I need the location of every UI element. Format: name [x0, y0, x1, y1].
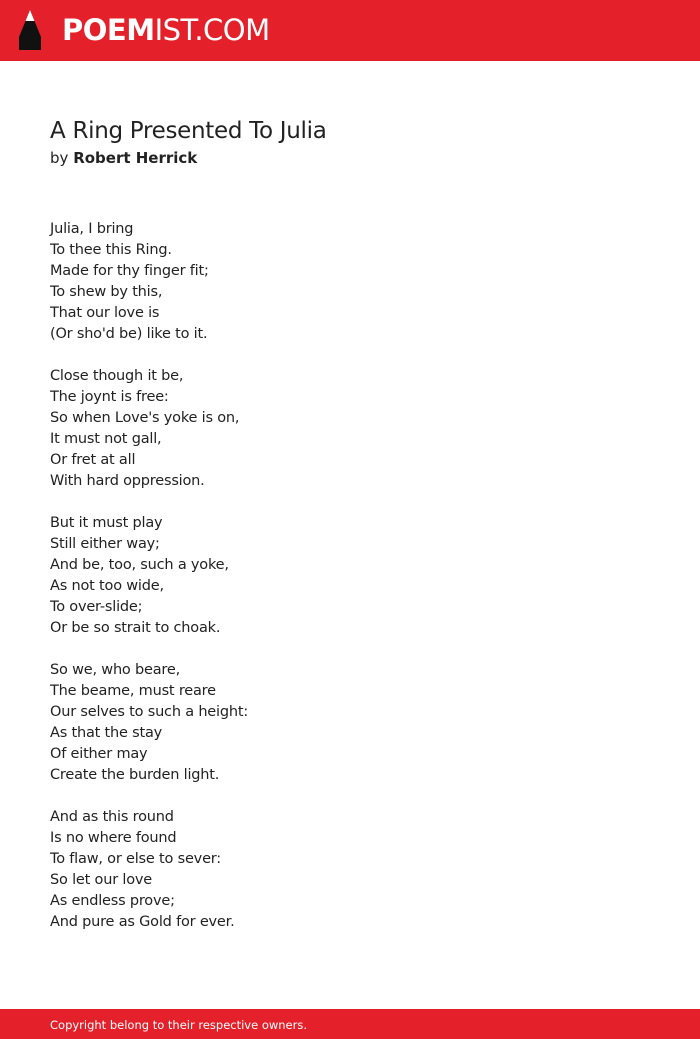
poem-line: To over-slide; [50, 599, 143, 615]
poem-line: That our love is [50, 305, 160, 321]
poem-line: Or fret at all [50, 452, 136, 468]
poem-line: It must not gall, [50, 431, 162, 447]
poem-line: (Or sho'd be) like to it. [50, 326, 208, 342]
poem-line: Still either way; [50, 536, 160, 552]
poem-line: To shew by this, [50, 284, 163, 300]
poem-line: Create the burden light. [50, 767, 220, 783]
poem-line: Of either may [50, 746, 148, 762]
poem-body [50, 219, 650, 954]
poem-line: Julia, I bring [50, 221, 134, 237]
poem-title: A Ring Presented To Julia [50, 118, 327, 144]
poem-header [50, 116, 650, 171]
poem-line: As not too wide, [50, 578, 164, 594]
poem-line: As that the stay [50, 725, 163, 741]
poem-line: Close though it be, [50, 368, 184, 384]
poem-line: So let our love [50, 872, 152, 888]
poem-line: Our selves to such a height: [50, 704, 249, 720]
site-header [0, 0, 700, 61]
poem-line: To thee this Ring. [50, 242, 172, 258]
poem-line: So we, who beare, [50, 662, 180, 678]
poem-line: But it must play [50, 515, 163, 531]
poem-stanza [50, 219, 650, 345]
poem-line: So when Love's yoke is on, [50, 410, 240, 426]
poem-line: With hard oppression. [50, 473, 205, 489]
poem-line: To flaw, or else to sever: [50, 851, 221, 867]
poem-stanza [50, 513, 650, 639]
logo-text-bold: POEM [62, 13, 155, 47]
poem-line: Made for thy finger fit; [50, 263, 209, 279]
poem-line: The beame, must reare [50, 683, 216, 699]
poem-line: The joynt is free: [50, 389, 169, 405]
poem-line: Is no where found [50, 830, 177, 846]
poem-stanza [50, 807, 650, 933]
footer-copyright: Copyright belong to their respective owners. [50, 1018, 308, 1032]
by-label: by [50, 149, 69, 167]
site-logo[interactable] [17, 9, 270, 51]
site-footer [0, 1009, 700, 1039]
poem-stanza [50, 660, 650, 786]
pencil-icon [17, 9, 43, 51]
poem-line: Or be so strait to choak. [50, 620, 221, 636]
poem-line: As endless prove; [50, 893, 175, 909]
poem-line: And be, too, such a yoke, [50, 557, 229, 573]
logo-text-light: IST.COM [154, 13, 270, 47]
poem-byline [50, 146, 650, 171]
poem-stanza [50, 366, 650, 492]
poem-line: And as this round [50, 809, 174, 825]
logo-text [62, 9, 270, 51]
poem-line: And pure as Gold for ever. [50, 914, 235, 930]
poem-author: Robert Herrick [73, 149, 198, 167]
